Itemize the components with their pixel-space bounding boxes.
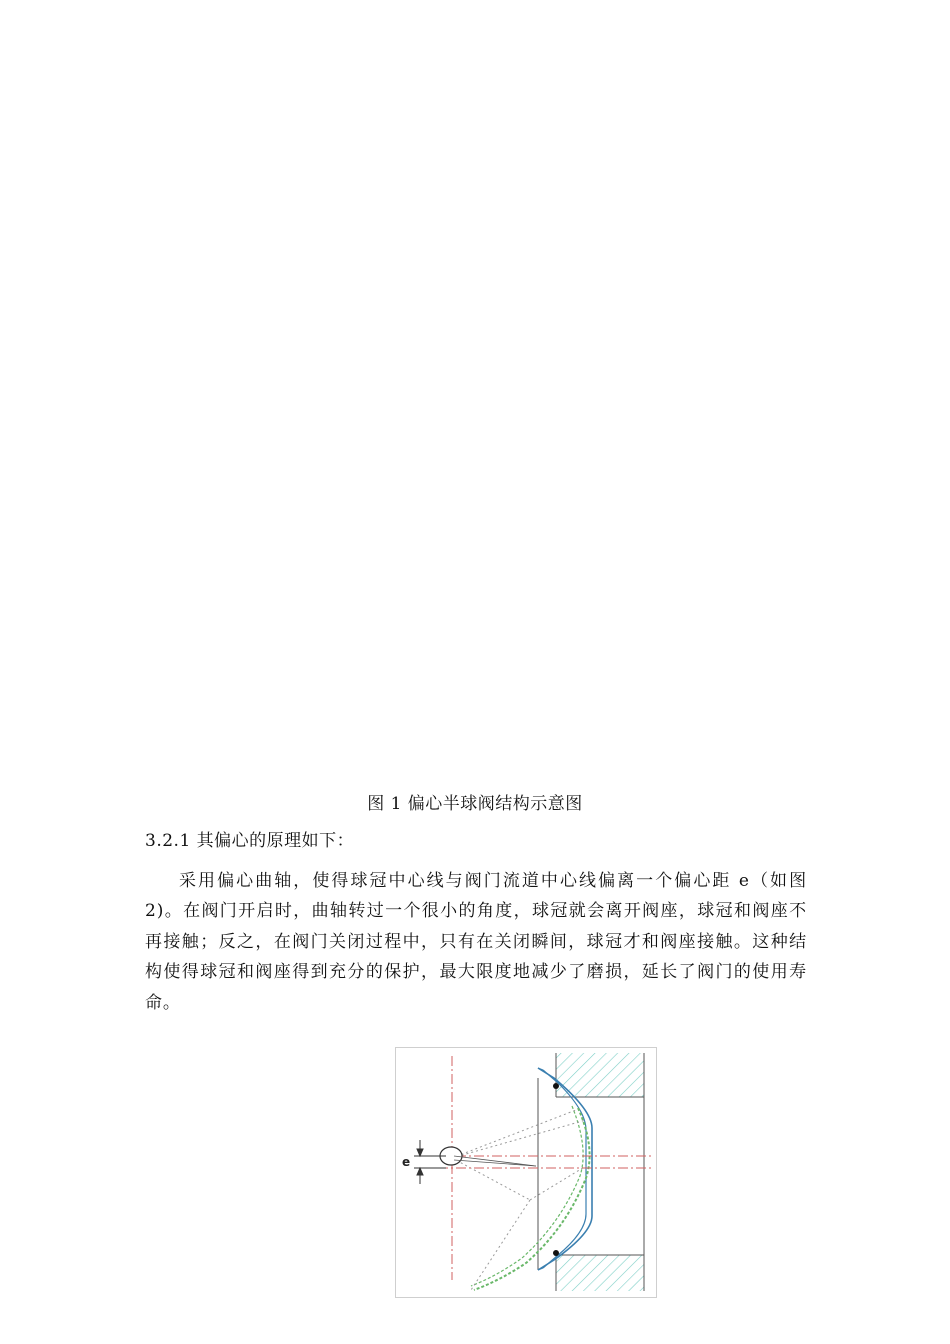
valve-seat-bottom xyxy=(556,1255,644,1291)
eccentric-valve-diagram xyxy=(395,1047,657,1298)
eccentricity-label: e xyxy=(402,1155,411,1169)
ball-cap-closed xyxy=(538,1068,592,1270)
eccentricity-dimension xyxy=(414,1140,446,1184)
section-heading: 3.2.1 其偏心的原理如下： xyxy=(145,831,355,851)
figure-1-caption: 图 1 偏心半球阀结构示意图 xyxy=(367,794,583,814)
contact-point-top xyxy=(553,1083,559,1089)
valve-seat-top xyxy=(556,1053,644,1097)
body-paragraph: 采用偏心曲轴，使得球冠中心线与阀门流道中心线偏离一个偏心距 e（如图 2)。在阀门开启时，曲轴转过一个很小的角度，球冠就会离开阀座，球冠和阀座不再接触；反之，在阀门关闭过程中，只有在关闭瞬间，球冠才和阀座接触。这种结构使得球冠和阀座得到充分的保护，最大限度地减少了磨损，延长了阀门的使用寿命。 xyxy=(145,871,807,1013)
contact-point-bottom xyxy=(553,1250,559,1256)
